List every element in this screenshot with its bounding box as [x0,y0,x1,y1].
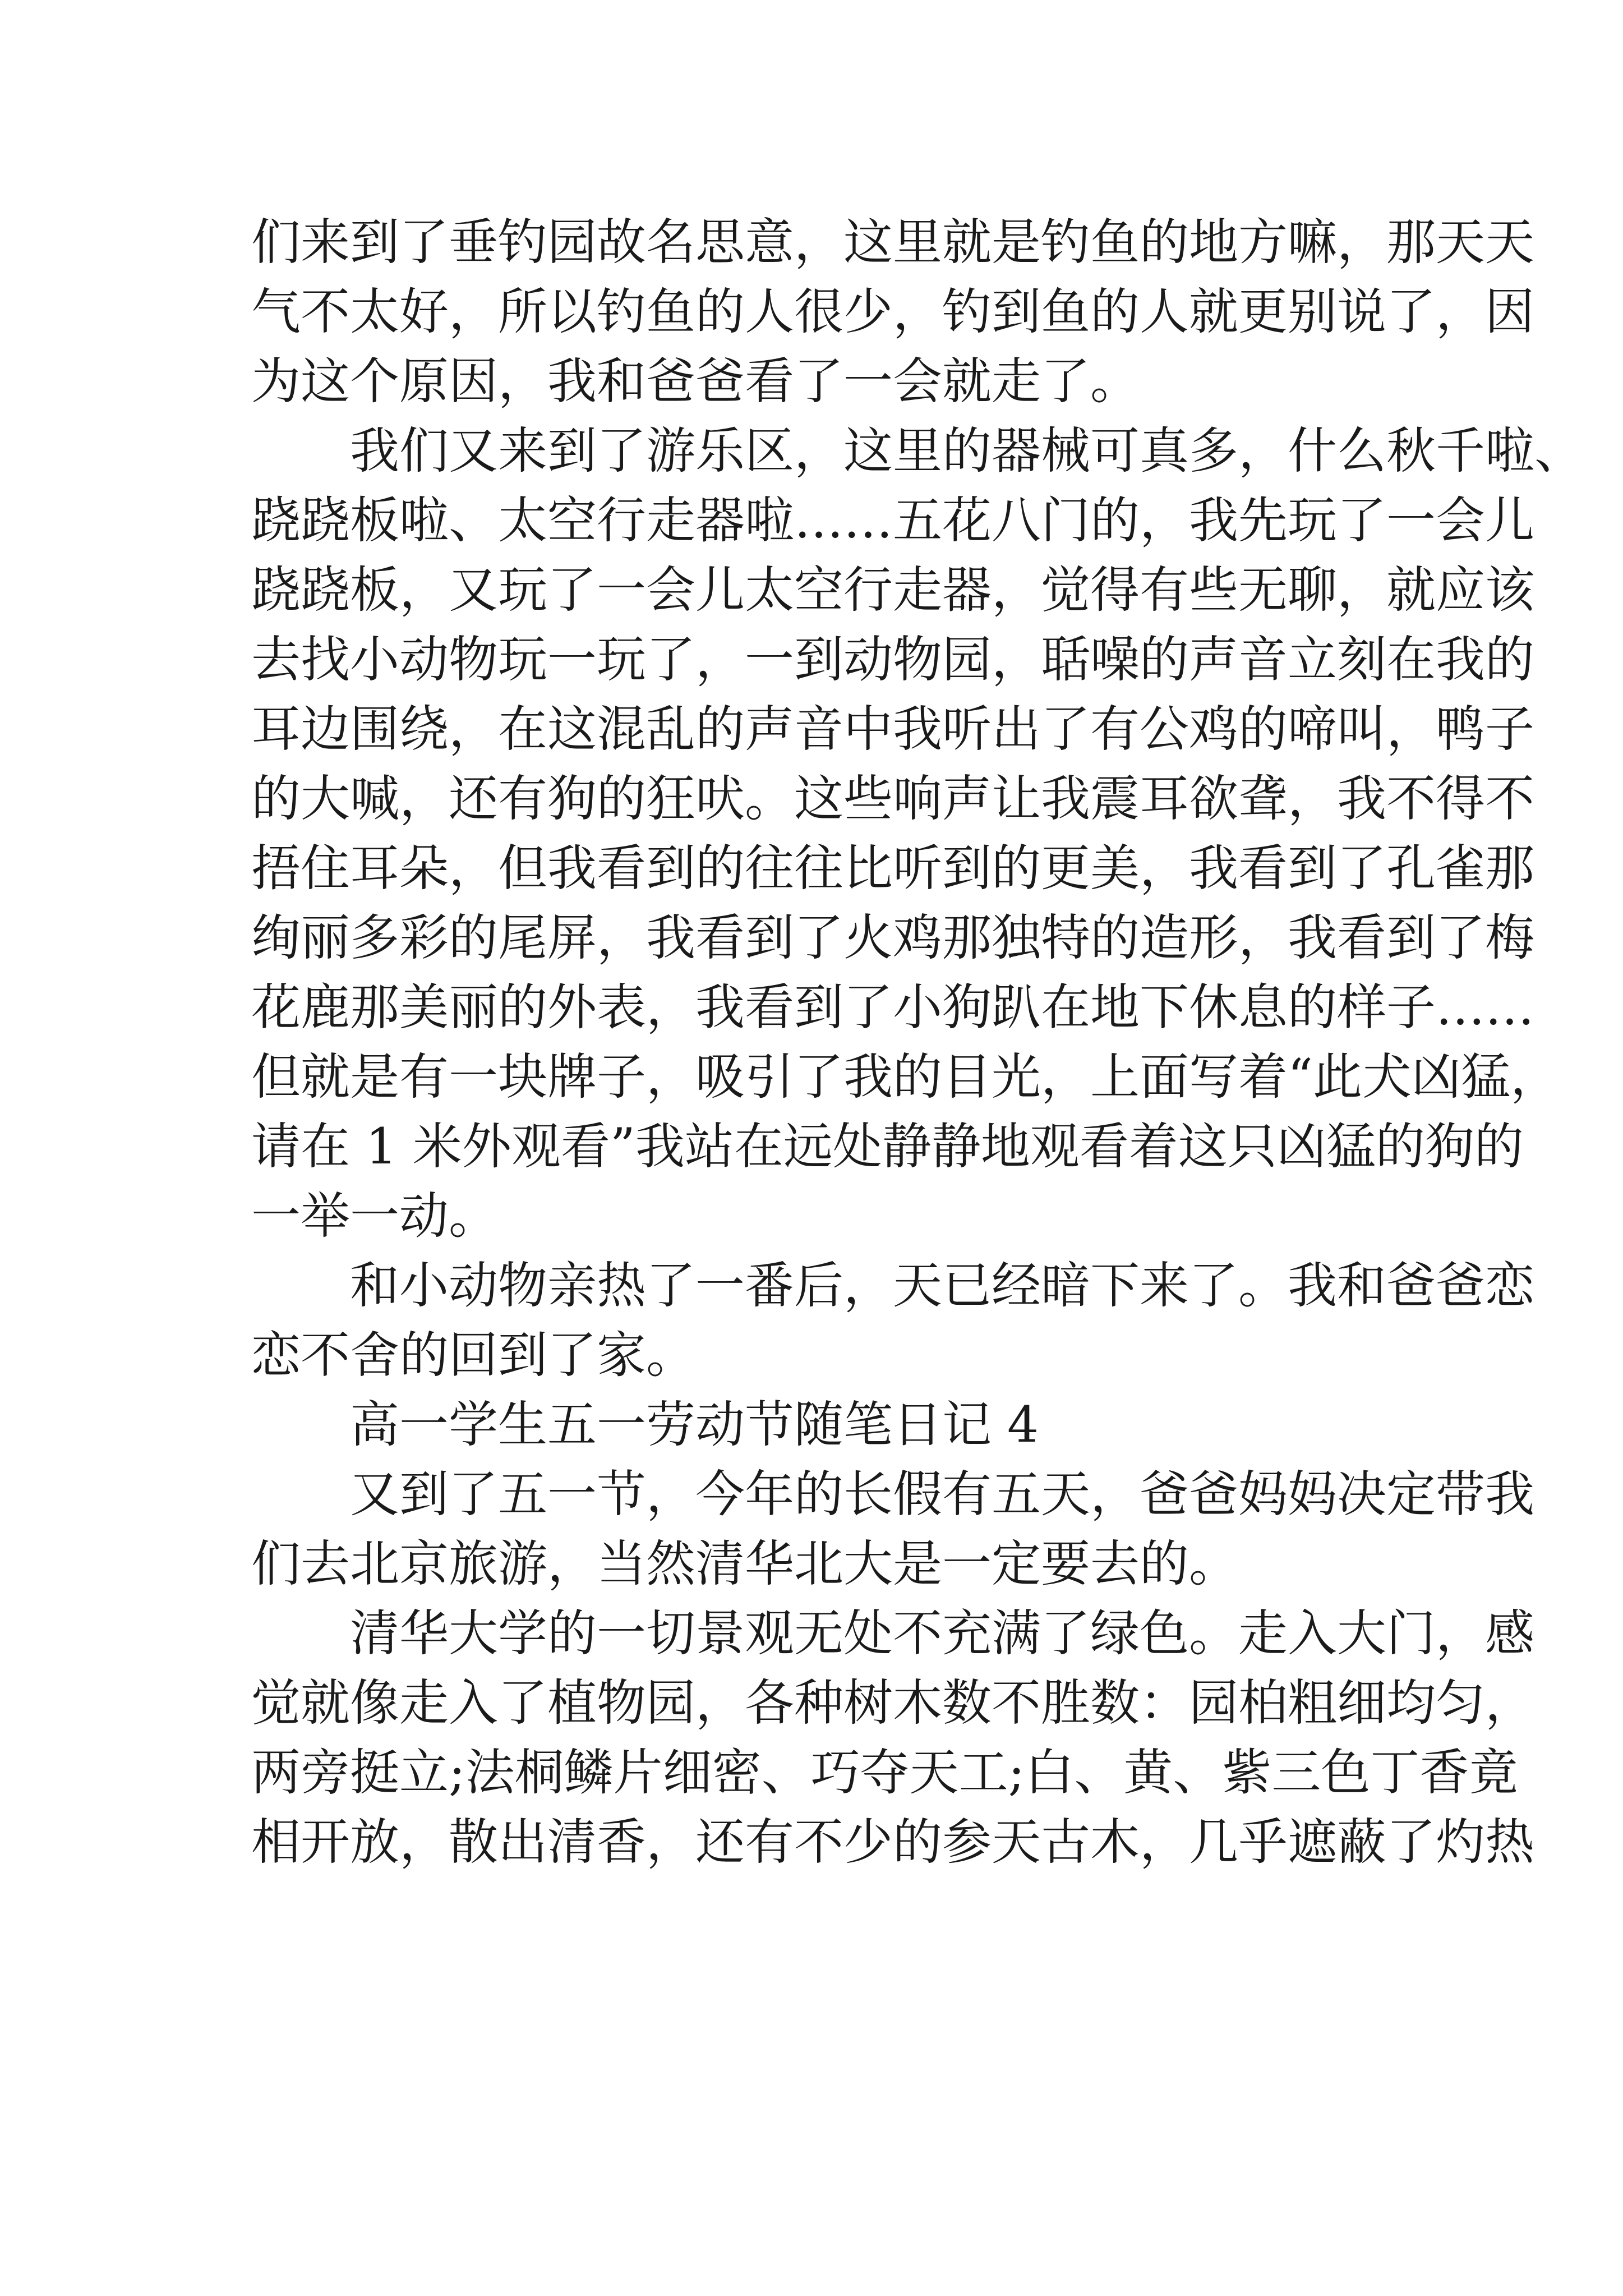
heading-line: 高一学生五一劳动节随笔日记 4 [350,1396,1039,1453]
document-body [251,208,1584,1877]
paragraph-tsinghua [251,1599,1535,1877]
text-line: 恋不舍的回到了家。 [251,1326,696,1384]
text-line: 又到了五一节，今年的长假有五天，爸爸妈妈决定带我 [350,1465,1535,1523]
paragraph-fishing-park [251,208,1535,416]
text-line: 的大喊，还有狗的狂吠。这些响声让我震耳欲聋，我不得不 [251,770,1535,827]
text-line: 们来到了垂钓园故名思意，这里就是钓鱼的地方嘛，那天天 [251,213,1535,271]
text-line: 跷跷板啦、太空行走器啦……五花八门的，我先玩了一会儿 [251,491,1535,549]
text-line: 捂住耳朵，但我看到的往往比听到的更美，我看到了孔雀那 [251,839,1535,897]
text-line: 请在 1 米外观看”我站在远处静静地观看着这只凶猛的狗的 [251,1117,1524,1175]
text-line: 为这个原因，我和爸爸看了一会就走了。 [251,352,1140,410]
paragraph-going-home [251,1251,1535,1390]
text-line: 一举一动。 [251,1187,499,1245]
paragraph-amusement-zoo [251,416,1584,1251]
text-line: 跷跷板，又玩了一会儿太空行走器，觉得有些无聊，就应该 [251,561,1535,619]
text-line: 相开放，散出清香，还有不少的参天古木，几乎遮蔽了灼热 [251,1813,1535,1871]
text-line: 觉就像走入了植物园，各种树木数不胜数：园柏粗细均匀， [251,1674,1535,1732]
section-heading [251,1390,1387,1460]
text-line: 我们又来到了游乐区，这里的器械可真多，什么秋千啦、 [350,422,1584,480]
text-line: 去找小动物玩一玩了，一到动物园，聒噪的声音立刻在我的 [251,631,1535,688]
text-line: 清华大学的一切景观无处不充满了绿色。走入大门，感 [350,1604,1535,1662]
paragraph-may-day-trip [251,1460,1535,1599]
text-line: 两旁挺立;法桐鳞片细密、巧夺天工;白、黄、紫三色丁香竟 [251,1743,1519,1801]
text-line: 们去北京旅游，当然清华北大是一定要去的。 [251,1535,1239,1593]
text-line: 气不太好，所以钓鱼的人很少，钓到鱼的人就更别说了，因 [251,283,1535,341]
text-line: 绚丽多彩的尾屏，我看到了火鸡那独特的造形，我看到了梅 [251,909,1535,967]
text-line: 但就是有一块牌子，吸引了我的目光，上面写着“此犬凶猛， [251,1048,1560,1106]
text-line: 和小动物亲热了一番后，天已经暗下来了。我和爸爸恋 [350,1257,1535,1314]
text-line: 花鹿那美丽的外表，我看到了小狗趴在地下休息的样子…… [251,978,1535,1036]
text-line: 耳边围绕，在这混乱的声音中我听出了有公鸡的啼叫，鸭子 [251,700,1535,758]
